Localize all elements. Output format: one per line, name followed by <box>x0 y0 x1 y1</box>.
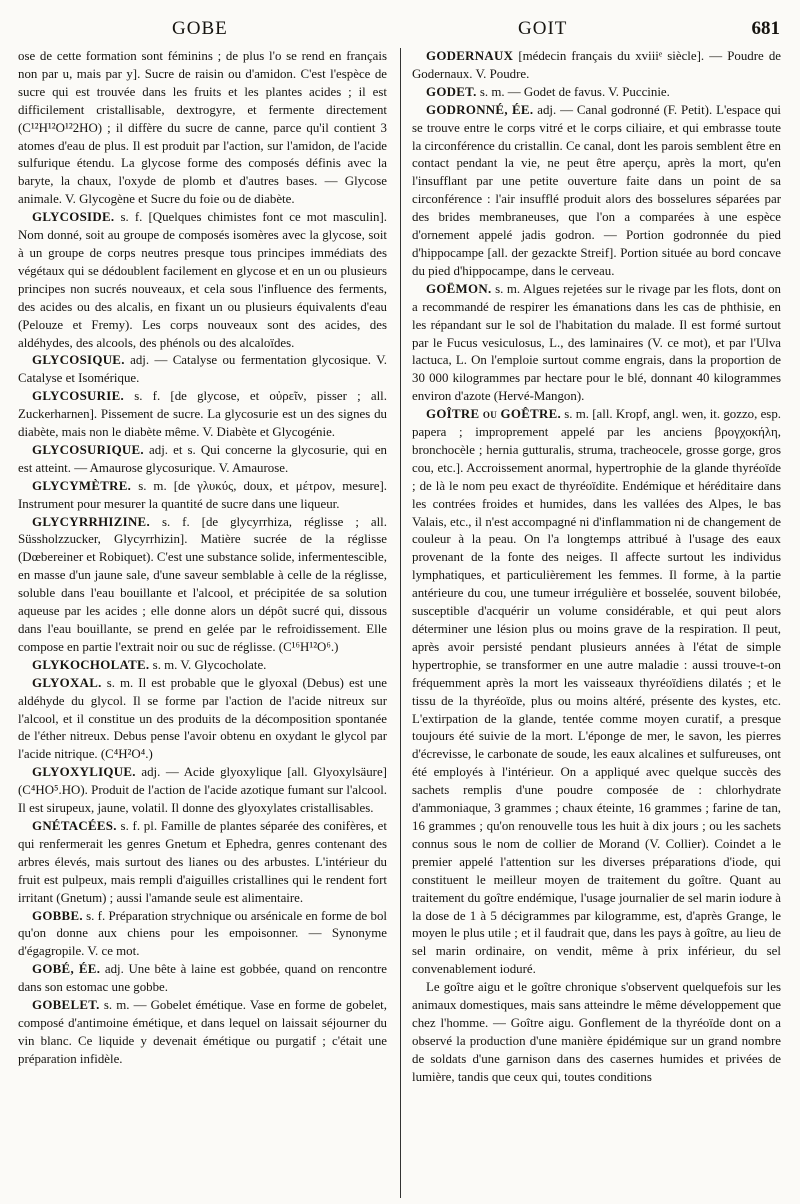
entry-glycose-continuation: ose de cette formation sont féminins ; de plus l'o se rend en français non par u, mais par y]. Sucre de raisin ou d'amidon. C'est l'espèce de sucre qui est trouvée dans les fruits et les plantes acides ; il est difficilement cristallisable, dextrogyre, et fermente directement (C¹²H¹²O¹²2HO) ; il diffère du sucre de canne, parce qu'il contient 3 atomes d'eau de plus. Il est produit par l'action, sur l'amidon, de l'acide sulfurique étendu. La glycose forme des composés définis avec la baryte, la chaux, l'oxyde de plomb et d'autres bases. — Glycose animale. V. Glycogène et Sucre du foie ou de diabète. <box>18 49 387 207</box>
entry-goitre-aigu: Le goître aigu et le goître chronique s'observent quelquefois sur les animaux domestiques, mais sans atteindre le même développement que chez l'homme. — Goître aigu. Gonflement de la thyréoïde dont on a observé la production d'une manière épidémique sur un grand nombre de soldats d'une garnison dans des casernes humides et privées de lumière, tandis que ceux qui, toutes conditions <box>412 980 781 1084</box>
entry-godet: GODET. s. m. — Godet de favus. V. Puccinie. <box>426 84 670 99</box>
entry-godronne: GODRONNÉ, ÉE. adj. — Canal godronné (F. Petit). L'espace qui se trouve entre le corps vitré et le corps ciliaire, et qui embrasse toute la circonférence du cristallin. Ce canal, dont les parois semblent être en contact pendant la vie, ne peut être aperçu, après la mort, qu'en l'insufflant par une petite ouverture faite dans un point de sa circonférence : l'air insufflé produit alors des bosselures séparées par des brides membraneuses, que l'on a comparées à une espèce d'ornement appelé jadis godron. — Portion godronnée du pied d'hippocampe [all. der gezackte Streif]. Portion située au bord concave du pied d'hippocampe, dans le cerveau. <box>412 102 781 278</box>
entry-gobe: GOBÉ, ÉE. adj. Une bête à laine est gobbée, quand on rencontre dans son estomac une gobbe. <box>18 962 387 995</box>
entry-goitre: GOÎTRE ou GOÊTRE. s. m. [all. Kropf, angl. wen, it. gozzo, esp. papera ; improprement appelé par les anciens βρογχοκήλη, bronchocèle ; hernia gutturalis, struma, tracheocele, grosse gorge, gros cou, etc.]. Accroissement anormal, hypertrophie de la glande thyréoïde ; de là le nom peu exact de thyréoïdite. Endémique et héréditaire dans les contrées froides et humides, dans les vallées des Alpes, le bas Valais, etc., il n'est accompagné ni d'inflammation ni de changement de couleur à la peau. On l'a longtemps attribué à l'usage des eaux provenant de la fonte des neiges. Il affecte surtout les individus lymphatiques, et particulièrement les femmes. Il forme, à la partie antérieure du cou, une tumeur irrégulière et bosselée, souvent bilobée, susceptible d'acquérir un volume considérable, et qui peut alors déterminer une lésion plus ou moins grave de la respiration. Il peut, après avoir persisté pendant plusieurs années à l'état de simple hypertrophie, se transformer en une autre maladie : aussi trouve-t-on fréquemment après la mort les vaisseaux thyréoïdiens dilatés ; et le tissu de la thyréoïde, plus ou moins altéré, présente des kystes, etc. L'extirpation de la glande, tentée comme moyen curatif, a presque toujours été suivie de la mort. L'éponge de mer, le savon, les pierres d'écrevisse, le carbonate de soude, les eaux alcalines et sulfureuses, ont été employés à l'intérieur. On a appliqué avec quelque succès des sachets remplis d'une poudre composée de : chlorhydrate d'ammoniaque, 3 grammes ; chaux éteinte, 16 grammes ; farine de tan, 16 grammes ; qu'on renouvelle tous les huit à dix jours ; ou les sachets connus sous le nom de collier de Morand (V. Collier). Coindet a le premier appelé l'attention sur les diverses préparations d'iode, qui constituent le meilleur moyen de traitement du goître. Quant au traitement du goître endémique, l'usage journalier de sel marin iodure à la dose de 1 à 5 décigrammes par kilogramme, est, d'après Grange, le moyen le plus utile ; et il faudrait que, dans les pays à goître, au lieu de sel marin ordinaire, on vendit, même à prix inférieur, du sel convenablement ioduré. <box>412 407 781 977</box>
right-column <box>412 48 781 1196</box>
entry-glycymetre: GLYCYMÈTRE. s. m. [de γλυκύς, doux, et μέτρον, mesure]. Instrument pour mesurer la quantité de sucre dans une liqueur. <box>18 478 387 511</box>
entry-gobbe: GOBBE. s. f. Préparation strychnique ou arsénicale en forme de bol qu'on donne aux chiens pour les empoisonner. — Synonyme d'égagropile. V. ce mot. <box>18 908 387 959</box>
entry-glycosurie: GLYCOSURIE. s. f. [de glycose, et οὐρεῖν, pisser ; all. Zuckerharnen]. Pissement de sucre. La glycosurie est un des signes du diabète, mais non le diabète même. V. Diabète et Glycogénie. <box>18 389 387 440</box>
entry-glycosurique: GLYCOSURIQUE. adj. et s. Qui concerne la glycosurie, qui en est atteint. — Amaurose glycosurique. V. Amaurose. <box>18 442 387 475</box>
entry-glycyrrhizine: GLYCYRRHIZINE. s. f. [de glycyrrhiza, réglisse ; all. Süssholzzucker, Glycyrrhizin]. Matière sucrée de la réglisse (Dœbereiner et Robiquet). C'est une substance solide, infermentescible, en masse d'un jaune sale, d'une saveur semblable à celle de la réglisse, soluble dans l'eau bouillante et l'alcool, et précipitée de sa solution aqueuse par les acides ; elle donne alors un dépôt sucré qui, dissous dans l'eau bouillante, se prend en gelée par le refroidissement. Elle compose en partie l'extrait noir ou suc de réglisse. (C¹⁶H¹²O⁶.) <box>18 514 387 654</box>
left-column <box>18 48 387 1196</box>
column-divider <box>400 48 401 1198</box>
entry-gnetacees: GNÉTACÉES. s. f. pl. Famille de plantes séparée des conifères, et qui renfermerait les genres Gnetum et Ephedra, genres contenant des arbres élevés, mais surtout des lianes ou des arbustes. L'intérieur du fruit est pulpeux, mais rempli d'aiguilles cristallines qui le rendent fort irritant (Gnetum) ; aussi l'amande seule est alimentaire. <box>18 818 387 905</box>
header-right-word: GOIT <box>518 18 568 39</box>
page-number: 681 <box>751 18 780 39</box>
entry-glyoxylique: GLYOXYLIQUE. adj. — Acide glyoxylique [all. Glyoxylsäure] (C⁴HO⁵.HO). Produit de l'action de l'acide azotique fumant sur l'alcool. Il est sirupeux, jaune, volatil. Il donne des glyoxylates cristallisables. <box>18 765 387 816</box>
entry-glycosique: GLYCOSIQUE. adj. — Catalyse ou fermentation glycosique. V. Catalyse et Isomérique. <box>18 353 387 386</box>
entry-glykocholate: GLYKOCHOLATE. s. m. V. Glycocholate. <box>32 657 267 672</box>
entry-glyoxal: GLYOXAL. s. m. Il est probable que le glyoxal (Debus) est une aldéhyde du glycol. Il se forme par l'action de l'acide nitreux sur l'alcool, et il constitue un des produits de la décomposition spontanée de l'éther nitreux. Debus pense l'avoir obtenu en oxydant le glycol par l'acide nitrique. (C⁴H²O⁴.) <box>18 675 387 762</box>
running-header <box>0 18 800 42</box>
entry-godernaux: GODERNAUX [médecin français du xviiiᵉ siècle]. — Poudre de Godernaux. V. Poudre. <box>412 49 781 81</box>
entry-goemon: GOËMON. s. m. Algues rejetées sur le rivage par les flots, dont on a recommandé de respirer les émanations dans les cas de phthisie, en les répandant sur le sol de l'habitation du malade. Il est formé surtout par le Fucus vesiculosus, L., des laminaires (V. ce mot), et par l'Ulva lactuca, L. On l'emploie surtout comme engrais, dans la proportion de 30 000 kilogrammes par hectare pour le blé, donnant 40 kilogrammes environ d'azote (Hervé-Mangon). <box>412 281 781 404</box>
entry-gobelet: GOBELET. s. m. — Gobelet émétique. Vase en forme de gobelet, composé d'antimoine émétique, et dans lequel on laissait séjourner du vin blanc. Ce liquide y devenait émétique ou purgatif ; c'était une préparation infidèle. <box>18 998 387 1066</box>
header-left-word: GOBE <box>172 18 228 39</box>
entry-glycoside: GLYCOSIDE. s. f. [Quelques chimistes font ce mot masculin]. Nom donné, soit au groupe de composés isomères avec la glycose, soit à un groupe de corps neutres presque tous principes immédiats des végétaux qui se dédoublent facilement en glycose et en un ou plusieurs principes non sucrés nouveaux, et cela sous l'influence des ferments, des acides ou des alcalis, en fixant un ou plusieurs équivalents d'eau (Pelouze et Fremy). Les corps nouveaux sont des acides, des aldéhydes, des alcools, des phénols ou des alcaloïdes. <box>18 210 387 350</box>
